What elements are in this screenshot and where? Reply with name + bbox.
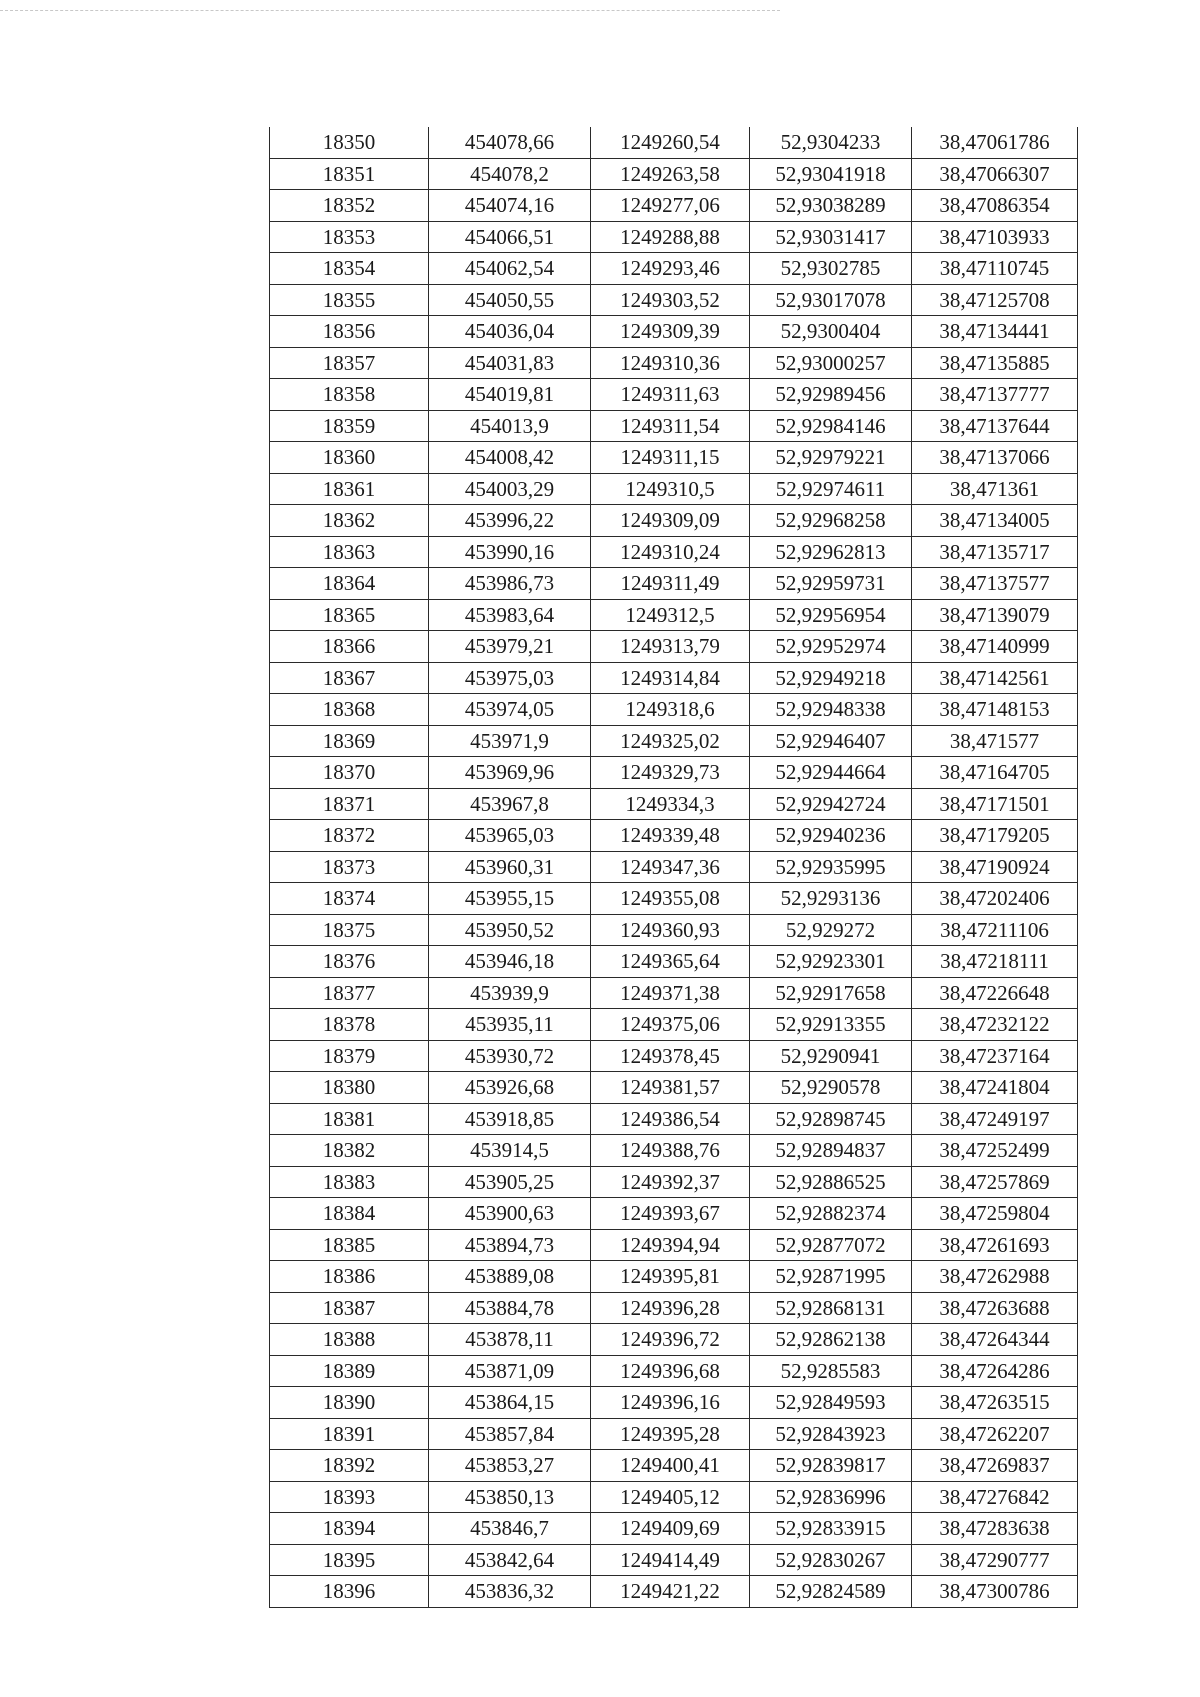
longitude-cell: 38,47164705 [912, 757, 1078, 789]
y-coordinate-cell: 1249395,81 [591, 1261, 750, 1293]
latitude-cell: 52,929272 [750, 914, 912, 946]
longitude-cell: 38,47262207 [912, 1418, 1078, 1450]
point-number-cell: 18385 [270, 1229, 429, 1261]
table-row [270, 1418, 1078, 1450]
latitude-cell: 52,9290578 [750, 1072, 912, 1104]
y-coordinate-cell: 1249386,54 [591, 1103, 750, 1135]
latitude-cell: 52,92877072 [750, 1229, 912, 1261]
y-coordinate-cell: 1249329,73 [591, 757, 750, 789]
latitude-cell: 52,92843923 [750, 1418, 912, 1450]
y-coordinate-cell: 1249396,72 [591, 1324, 750, 1356]
point-number-cell: 18358 [270, 379, 429, 411]
latitude-cell: 52,93000257 [750, 347, 912, 379]
x-coordinate-cell: 453975,03 [429, 662, 591, 694]
latitude-cell: 52,9285583 [750, 1355, 912, 1387]
y-coordinate-cell: 1249309,39 [591, 316, 750, 348]
point-number-cell: 18363 [270, 536, 429, 568]
y-coordinate-cell: 1249311,49 [591, 568, 750, 600]
point-number-cell: 18362 [270, 505, 429, 537]
latitude-cell: 52,92898745 [750, 1103, 912, 1135]
table-row [270, 316, 1078, 348]
point-number-cell: 18369 [270, 725, 429, 757]
longitude-cell: 38,47300786 [912, 1576, 1078, 1608]
latitude-cell: 52,92913355 [750, 1009, 912, 1041]
x-coordinate-cell: 453871,09 [429, 1355, 591, 1387]
table-row [270, 1324, 1078, 1356]
point-number-cell: 18371 [270, 788, 429, 820]
point-number-cell: 18378 [270, 1009, 429, 1041]
table-row [270, 190, 1078, 222]
x-coordinate-cell: 454036,04 [429, 316, 591, 348]
latitude-cell: 52,9302785 [750, 253, 912, 285]
latitude-cell: 52,92935995 [750, 851, 912, 883]
latitude-cell: 52,92894837 [750, 1135, 912, 1167]
latitude-cell: 52,92962813 [750, 536, 912, 568]
coordinates-table-body [270, 127, 1078, 1607]
latitude-cell: 52,92917658 [750, 977, 912, 1009]
longitude-cell: 38,47237164 [912, 1040, 1078, 1072]
y-coordinate-cell: 1249309,09 [591, 505, 750, 537]
y-coordinate-cell: 1249375,06 [591, 1009, 750, 1041]
point-number-cell: 18366 [270, 631, 429, 663]
longitude-cell: 38,47137066 [912, 442, 1078, 474]
x-coordinate-cell: 453905,25 [429, 1166, 591, 1198]
longitude-cell: 38,47137777 [912, 379, 1078, 411]
longitude-cell: 38,47134005 [912, 505, 1078, 537]
y-coordinate-cell: 1249339,48 [591, 820, 750, 852]
longitude-cell: 38,47061786 [912, 127, 1078, 158]
longitude-cell: 38,471361 [912, 473, 1078, 505]
y-coordinate-cell: 1249405,12 [591, 1481, 750, 1513]
x-coordinate-cell: 453900,63 [429, 1198, 591, 1230]
point-number-cell: 18359 [270, 410, 429, 442]
y-coordinate-cell: 1249260,54 [591, 127, 750, 158]
point-number-cell: 18377 [270, 977, 429, 1009]
table-row [270, 1481, 1078, 1513]
y-coordinate-cell: 1249395,28 [591, 1418, 750, 1450]
x-coordinate-cell: 454066,51 [429, 221, 591, 253]
latitude-cell: 52,92940236 [750, 820, 912, 852]
longitude-cell: 38,47140999 [912, 631, 1078, 663]
point-number-cell: 18389 [270, 1355, 429, 1387]
longitude-cell: 38,47066307 [912, 158, 1078, 190]
table-row [270, 820, 1078, 852]
y-coordinate-cell: 1249311,15 [591, 442, 750, 474]
x-coordinate-cell: 453969,96 [429, 757, 591, 789]
table-row [270, 662, 1078, 694]
table-row [270, 1135, 1078, 1167]
point-number-cell: 18390 [270, 1387, 429, 1419]
y-coordinate-cell: 1249311,54 [591, 410, 750, 442]
table-row [270, 473, 1078, 505]
y-coordinate-cell: 1249371,38 [591, 977, 750, 1009]
y-coordinate-cell: 1249400,41 [591, 1450, 750, 1482]
x-coordinate-cell: 453842,64 [429, 1544, 591, 1576]
y-coordinate-cell: 1249312,5 [591, 599, 750, 631]
x-coordinate-cell: 454078,66 [429, 127, 591, 158]
point-number-cell: 18395 [270, 1544, 429, 1576]
y-coordinate-cell: 1249394,94 [591, 1229, 750, 1261]
point-number-cell: 18361 [270, 473, 429, 505]
y-coordinate-cell: 1249388,76 [591, 1135, 750, 1167]
longitude-cell: 38,47263688 [912, 1292, 1078, 1324]
latitude-cell: 52,92871995 [750, 1261, 912, 1293]
longitude-cell: 38,471577 [912, 725, 1078, 757]
point-number-cell: 18360 [270, 442, 429, 474]
latitude-cell: 52,92968258 [750, 505, 912, 537]
y-coordinate-cell: 1249334,3 [591, 788, 750, 820]
y-coordinate-cell: 1249396,16 [591, 1387, 750, 1419]
point-number-cell: 18380 [270, 1072, 429, 1104]
x-coordinate-cell: 453889,08 [429, 1261, 591, 1293]
latitude-cell: 52,92989456 [750, 379, 912, 411]
latitude-cell: 52,92833915 [750, 1513, 912, 1545]
x-coordinate-cell: 453935,11 [429, 1009, 591, 1041]
latitude-cell: 52,92836996 [750, 1481, 912, 1513]
y-coordinate-cell: 1249310,24 [591, 536, 750, 568]
point-number-cell: 18352 [270, 190, 429, 222]
x-coordinate-cell: 454074,16 [429, 190, 591, 222]
latitude-cell: 52,9304233 [750, 127, 912, 158]
latitude-cell: 52,93041918 [750, 158, 912, 190]
point-number-cell: 18382 [270, 1135, 429, 1167]
y-coordinate-cell: 1249310,36 [591, 347, 750, 379]
y-coordinate-cell: 1249293,46 [591, 253, 750, 285]
y-coordinate-cell: 1249365,64 [591, 946, 750, 978]
point-number-cell: 18396 [270, 1576, 429, 1608]
longitude-cell: 38,47211106 [912, 914, 1078, 946]
x-coordinate-cell: 454050,55 [429, 284, 591, 316]
table-row [270, 725, 1078, 757]
table-row [270, 977, 1078, 1009]
table-row [270, 1229, 1078, 1261]
x-coordinate-cell: 454003,29 [429, 473, 591, 505]
x-coordinate-cell: 453971,9 [429, 725, 591, 757]
longitude-cell: 38,47171501 [912, 788, 1078, 820]
x-coordinate-cell: 454019,81 [429, 379, 591, 411]
latitude-cell: 52,92974611 [750, 473, 912, 505]
longitude-cell: 38,47269837 [912, 1450, 1078, 1482]
latitude-cell: 52,92984146 [750, 410, 912, 442]
x-coordinate-cell: 454008,42 [429, 442, 591, 474]
table-row [270, 253, 1078, 285]
table-row [270, 127, 1078, 158]
latitude-cell: 52,92942724 [750, 788, 912, 820]
table-row [270, 1198, 1078, 1230]
longitude-cell: 38,47252499 [912, 1135, 1078, 1167]
latitude-cell: 52,92824589 [750, 1576, 912, 1608]
table-row [270, 379, 1078, 411]
latitude-cell: 52,93017078 [750, 284, 912, 316]
x-coordinate-cell: 453967,8 [429, 788, 591, 820]
point-number-cell: 18392 [270, 1450, 429, 1482]
latitude-cell: 52,92868131 [750, 1292, 912, 1324]
longitude-cell: 38,47241804 [912, 1072, 1078, 1104]
longitude-cell: 38,47142561 [912, 662, 1078, 694]
longitude-cell: 38,47263515 [912, 1387, 1078, 1419]
table-row [270, 1450, 1078, 1482]
table-row [270, 914, 1078, 946]
latitude-cell: 52,9290941 [750, 1040, 912, 1072]
latitude-cell: 52,92923301 [750, 946, 912, 978]
point-number-cell: 18367 [270, 662, 429, 694]
latitude-cell: 52,92946407 [750, 725, 912, 757]
table-row [270, 1072, 1078, 1104]
table-row [270, 410, 1078, 442]
table-row [270, 1040, 1078, 1072]
latitude-cell: 52,92882374 [750, 1198, 912, 1230]
point-number-cell: 18356 [270, 316, 429, 348]
point-number-cell: 18376 [270, 946, 429, 978]
x-coordinate-cell: 454062,54 [429, 253, 591, 285]
x-coordinate-cell: 453878,11 [429, 1324, 591, 1356]
table-row [270, 1513, 1078, 1545]
x-coordinate-cell: 453836,32 [429, 1576, 591, 1608]
table-row [270, 1355, 1078, 1387]
latitude-cell: 52,92862138 [750, 1324, 912, 1356]
latitude-cell: 52,92886525 [750, 1166, 912, 1198]
table-row [270, 1292, 1078, 1324]
latitude-cell: 52,92849593 [750, 1387, 912, 1419]
latitude-cell: 52,92948338 [750, 694, 912, 726]
table-row [270, 599, 1078, 631]
longitude-cell: 38,47290777 [912, 1544, 1078, 1576]
y-coordinate-cell: 1249347,36 [591, 851, 750, 883]
point-number-cell: 18365 [270, 599, 429, 631]
longitude-cell: 38,47148153 [912, 694, 1078, 726]
point-number-cell: 18351 [270, 158, 429, 190]
point-number-cell: 18387 [270, 1292, 429, 1324]
longitude-cell: 38,47190924 [912, 851, 1078, 883]
longitude-cell: 38,47249197 [912, 1103, 1078, 1135]
latitude-cell: 52,92956954 [750, 599, 912, 631]
longitude-cell: 38,47110745 [912, 253, 1078, 285]
point-number-cell: 18375 [270, 914, 429, 946]
table-row [270, 631, 1078, 663]
table-row [270, 1166, 1078, 1198]
x-coordinate-cell: 454078,2 [429, 158, 591, 190]
table-row [270, 757, 1078, 789]
longitude-cell: 38,47257869 [912, 1166, 1078, 1198]
longitude-cell: 38,47202406 [912, 883, 1078, 915]
latitude-cell: 52,92944664 [750, 757, 912, 789]
table-row [270, 347, 1078, 379]
table-row [270, 284, 1078, 316]
table-row [270, 788, 1078, 820]
x-coordinate-cell: 453990,16 [429, 536, 591, 568]
longitude-cell: 38,47283638 [912, 1513, 1078, 1545]
point-number-cell: 18391 [270, 1418, 429, 1450]
y-coordinate-cell: 1249393,67 [591, 1198, 750, 1230]
table-row [270, 851, 1078, 883]
longitude-cell: 38,47218111 [912, 946, 1078, 978]
y-coordinate-cell: 1249392,37 [591, 1166, 750, 1198]
y-coordinate-cell: 1249381,57 [591, 1072, 750, 1104]
longitude-cell: 38,47264286 [912, 1355, 1078, 1387]
latitude-cell: 52,93038289 [750, 190, 912, 222]
table-row [270, 1261, 1078, 1293]
y-coordinate-cell: 1249378,45 [591, 1040, 750, 1072]
longitude-cell: 38,47276842 [912, 1481, 1078, 1513]
x-coordinate-cell: 453946,18 [429, 946, 591, 978]
point-number-cell: 18372 [270, 820, 429, 852]
table-row [270, 694, 1078, 726]
point-number-cell: 18353 [270, 221, 429, 253]
y-coordinate-cell: 1249414,49 [591, 1544, 750, 1576]
y-coordinate-cell: 1249313,79 [591, 631, 750, 663]
point-number-cell: 18373 [270, 851, 429, 883]
point-number-cell: 18354 [270, 253, 429, 285]
x-coordinate-cell: 453939,9 [429, 977, 591, 1009]
longitude-cell: 38,47232122 [912, 1009, 1078, 1041]
x-coordinate-cell: 453846,7 [429, 1513, 591, 1545]
x-coordinate-cell: 454031,83 [429, 347, 591, 379]
latitude-cell: 52,92839817 [750, 1450, 912, 1482]
x-coordinate-cell: 453965,03 [429, 820, 591, 852]
x-coordinate-cell: 453926,68 [429, 1072, 591, 1104]
y-coordinate-cell: 1249318,6 [591, 694, 750, 726]
longitude-cell: 38,47259804 [912, 1198, 1078, 1230]
point-number-cell: 18355 [270, 284, 429, 316]
point-number-cell: 18386 [270, 1261, 429, 1293]
longitude-cell: 38,47135717 [912, 536, 1078, 568]
table-row [270, 1544, 1078, 1576]
longitude-cell: 38,47103933 [912, 221, 1078, 253]
longitude-cell: 38,47262988 [912, 1261, 1078, 1293]
x-coordinate-cell: 453979,21 [429, 631, 591, 663]
point-number-cell: 18368 [270, 694, 429, 726]
point-number-cell: 18357 [270, 347, 429, 379]
point-number-cell: 18370 [270, 757, 429, 789]
point-number-cell: 18393 [270, 1481, 429, 1513]
x-coordinate-cell: 453930,72 [429, 1040, 591, 1072]
x-coordinate-cell: 453894,73 [429, 1229, 591, 1261]
y-coordinate-cell: 1249421,22 [591, 1576, 750, 1608]
point-number-cell: 18379 [270, 1040, 429, 1072]
y-coordinate-cell: 1249396,68 [591, 1355, 750, 1387]
table-row [270, 568, 1078, 600]
longitude-cell: 38,47261693 [912, 1229, 1078, 1261]
latitude-cell: 52,93031417 [750, 221, 912, 253]
table-row [270, 1009, 1078, 1041]
latitude-cell: 52,92979221 [750, 442, 912, 474]
x-coordinate-cell: 453955,15 [429, 883, 591, 915]
table-row [270, 158, 1078, 190]
x-coordinate-cell: 453864,15 [429, 1387, 591, 1419]
table-row [270, 1387, 1078, 1419]
y-coordinate-cell: 1249325,02 [591, 725, 750, 757]
x-coordinate-cell: 453884,78 [429, 1292, 591, 1324]
table-row [270, 536, 1078, 568]
y-coordinate-cell: 1249310,5 [591, 473, 750, 505]
table-row [270, 1103, 1078, 1135]
longitude-cell: 38,47139079 [912, 599, 1078, 631]
longitude-cell: 38,47086354 [912, 190, 1078, 222]
longitude-cell: 38,47135885 [912, 347, 1078, 379]
x-coordinate-cell: 453983,64 [429, 599, 591, 631]
point-number-cell: 18364 [270, 568, 429, 600]
x-coordinate-cell: 453918,85 [429, 1103, 591, 1135]
scan-artifact-line [0, 10, 780, 11]
coordinates-table [269, 127, 1078, 1608]
point-number-cell: 18374 [270, 883, 429, 915]
y-coordinate-cell: 1249277,06 [591, 190, 750, 222]
x-coordinate-cell: 453960,31 [429, 851, 591, 883]
latitude-cell: 52,9293136 [750, 883, 912, 915]
x-coordinate-cell: 453857,84 [429, 1418, 591, 1450]
longitude-cell: 38,47137644 [912, 410, 1078, 442]
coordinates-table-container [269, 127, 1077, 1608]
table-row [270, 946, 1078, 978]
table-row [270, 442, 1078, 474]
latitude-cell: 52,9300404 [750, 316, 912, 348]
point-number-cell: 18384 [270, 1198, 429, 1230]
x-coordinate-cell: 453974,05 [429, 694, 591, 726]
longitude-cell: 38,47134441 [912, 316, 1078, 348]
table-row [270, 221, 1078, 253]
y-coordinate-cell: 1249355,08 [591, 883, 750, 915]
x-coordinate-cell: 454013,9 [429, 410, 591, 442]
longitude-cell: 38,47226648 [912, 977, 1078, 1009]
y-coordinate-cell: 1249288,88 [591, 221, 750, 253]
point-number-cell: 18383 [270, 1166, 429, 1198]
latitude-cell: 52,92952974 [750, 631, 912, 663]
table-row [270, 1576, 1078, 1608]
table-row [270, 505, 1078, 537]
latitude-cell: 52,92949218 [750, 662, 912, 694]
x-coordinate-cell: 453850,13 [429, 1481, 591, 1513]
y-coordinate-cell: 1249311,63 [591, 379, 750, 411]
point-number-cell: 18394 [270, 1513, 429, 1545]
longitude-cell: 38,47264344 [912, 1324, 1078, 1356]
x-coordinate-cell: 453950,52 [429, 914, 591, 946]
latitude-cell: 52,92959731 [750, 568, 912, 600]
point-number-cell: 18381 [270, 1103, 429, 1135]
longitude-cell: 38,47125708 [912, 284, 1078, 316]
point-number-cell: 18388 [270, 1324, 429, 1356]
y-coordinate-cell: 1249360,93 [591, 914, 750, 946]
y-coordinate-cell: 1249314,84 [591, 662, 750, 694]
y-coordinate-cell: 1249263,58 [591, 158, 750, 190]
longitude-cell: 38,47179205 [912, 820, 1078, 852]
x-coordinate-cell: 453986,73 [429, 568, 591, 600]
y-coordinate-cell: 1249409,69 [591, 1513, 750, 1545]
y-coordinate-cell: 1249396,28 [591, 1292, 750, 1324]
latitude-cell: 52,92830267 [750, 1544, 912, 1576]
x-coordinate-cell: 453853,27 [429, 1450, 591, 1482]
x-coordinate-cell: 453996,22 [429, 505, 591, 537]
point-number-cell: 18350 [270, 127, 429, 158]
longitude-cell: 38,47137577 [912, 568, 1078, 600]
y-coordinate-cell: 1249303,52 [591, 284, 750, 316]
table-row [270, 883, 1078, 915]
x-coordinate-cell: 453914,5 [429, 1135, 591, 1167]
